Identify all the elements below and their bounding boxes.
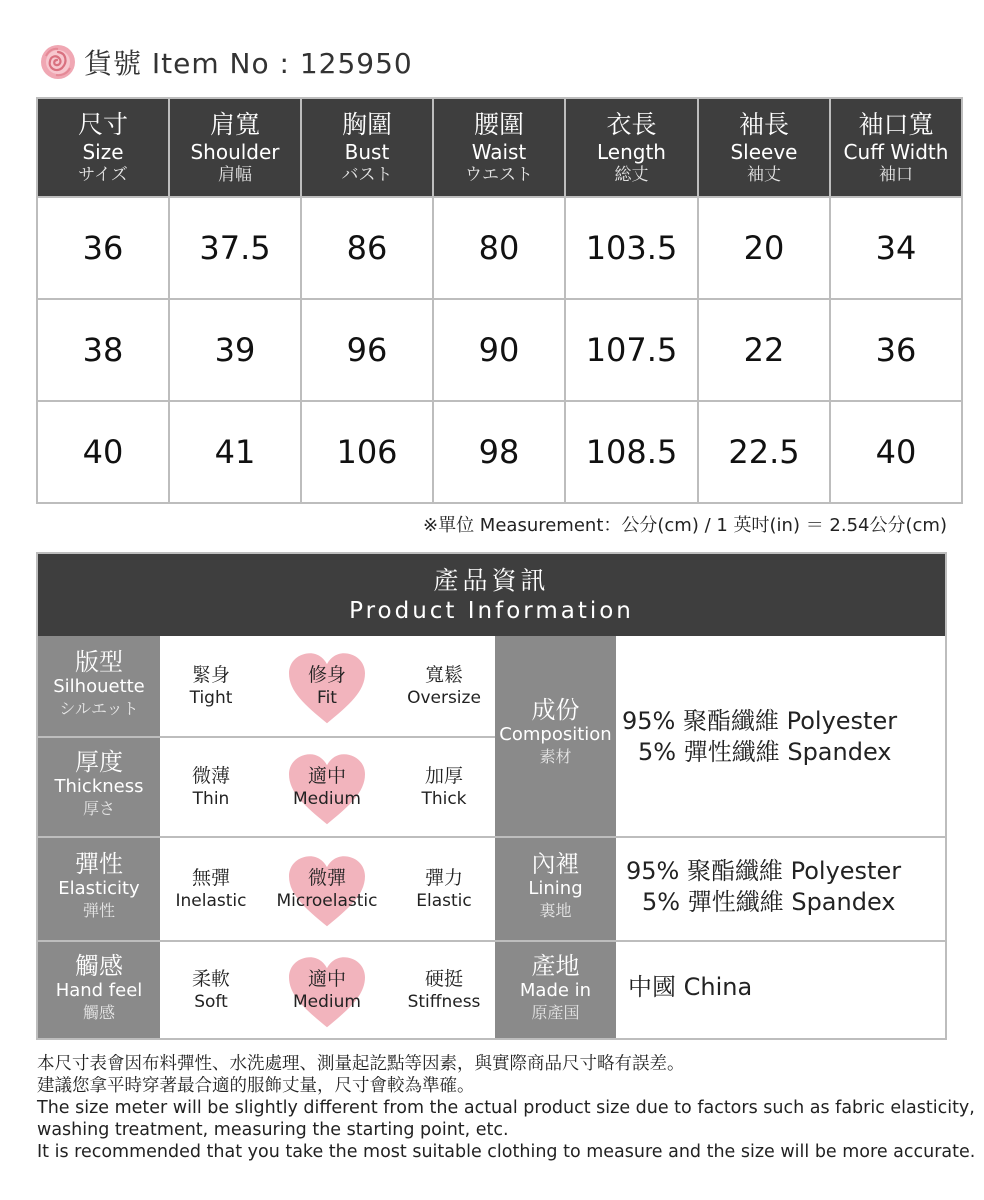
disclaimer-line: It is recommended that you take the most suitable clothing to measure and the size will be more accurate. <box>37 1142 976 1162</box>
disclaimer-line: washing treatment, measuring the starting point, etc. <box>37 1120 509 1140</box>
disclaimer-line: 建議您拿平時穿著最合適的服飾丈量，尺寸會較為準確。 <box>37 1076 475 1096</box>
product-info-panel <box>36 552 947 1040</box>
option-label-en: Inelastic <box>175 891 247 911</box>
attribute-scale-row <box>160 942 496 1038</box>
lining-label <box>495 838 616 942</box>
measurement-note: ※單位 Measurement：公分(cm) / 1 英吋(in) ＝ 2.54公分(cm) <box>423 515 947 536</box>
measurement-cell: 20 <box>698 197 830 299</box>
scale-option <box>160 738 262 836</box>
size-column-header-en: Bust <box>344 139 390 164</box>
table-row <box>37 197 962 299</box>
origin-label-zh: 產地 <box>531 952 580 980</box>
composition-label <box>495 636 616 838</box>
option-label-zh: 適中 <box>307 968 346 990</box>
option-label-zh: 適中 <box>307 765 346 787</box>
size-column-header-en: Sleeve <box>730 139 798 164</box>
size-cell: 40 <box>37 401 169 503</box>
option-label-zh: 微彈 <box>307 867 346 889</box>
option-label-zh: 硬挺 <box>424 968 463 990</box>
option-label-en: Soft <box>194 992 228 1012</box>
measurement-cell: 22 <box>698 299 830 401</box>
product-info-title-zh: 產品資訊 <box>433 566 550 595</box>
selected-option <box>262 738 392 836</box>
origin-value <box>616 942 945 1038</box>
table-row <box>37 401 962 503</box>
measurement-cell: 103.5 <box>565 197 698 299</box>
table-row <box>37 299 962 401</box>
measurement-cell: 108.5 <box>565 401 698 503</box>
measurement-cell: 41 <box>169 401 301 503</box>
attribute-scale-row <box>160 636 496 738</box>
attribute-label-ja: 厚さ <box>82 799 115 818</box>
attribute-scale-row <box>160 738 496 838</box>
size-column-header-zh: 衣長 <box>606 109 657 139</box>
attribute-label-ja: シルエット <box>59 699 139 718</box>
origin-label-en: Made in <box>519 980 592 1001</box>
option-label-en: Microelastic <box>276 891 378 911</box>
option-label-zh: 彈力 <box>424 867 463 889</box>
size-column-header-en: Shoulder <box>190 139 280 164</box>
size-table <box>36 97 963 504</box>
size-column-header <box>37 98 169 197</box>
attribute-label <box>38 838 160 942</box>
attribute-label-en: Thickness <box>54 776 144 797</box>
option-label-zh: 微薄 <box>191 765 230 787</box>
size-column-header-zh: 尺寸 <box>77 109 128 139</box>
lining-label-ja: 裏地 <box>539 901 572 920</box>
composition-label-en: Composition <box>499 724 612 745</box>
scale-option <box>392 738 496 836</box>
size-column-header-ja: バスト <box>341 164 393 185</box>
attribute-label-en: Silhouette <box>53 676 145 697</box>
option-label-en: Medium <box>293 789 361 809</box>
size-column-header-zh: 腰圍 <box>473 109 524 139</box>
measurement-cell: 96 <box>301 299 433 401</box>
lining-line: 5% 彈性纖維 Spandex <box>642 888 896 916</box>
origin-label <box>495 942 616 1038</box>
size-column-header <box>830 98 962 197</box>
size-column-header-ja: ウエスト <box>465 164 533 185</box>
measurement-cell: 39 <box>169 299 301 401</box>
size-column-header-ja: サイズ <box>78 164 128 185</box>
option-label-en: Elastic <box>416 891 472 911</box>
attribute-label-zh: 厚度 <box>75 748 123 776</box>
measurement-cell: 34 <box>830 197 962 299</box>
scale-option <box>392 636 496 736</box>
option-label-zh: 無彈 <box>191 867 230 889</box>
lining-line: 95% 聚酯纖維 Polyester <box>626 857 902 885</box>
scale-option <box>160 942 262 1038</box>
size-cell: 38 <box>37 299 169 401</box>
measurement-cell: 106 <box>301 401 433 503</box>
option-label-en: Tight <box>189 688 233 708</box>
attribute-label-ja: 弾性 <box>82 901 115 920</box>
size-column-header-en: Size <box>82 139 124 164</box>
size-column-header-en: Length <box>597 139 666 164</box>
composition-label-zh: 成份 <box>531 696 580 724</box>
disclaimer-line: 本尺寸表會因布料彈性、水洗處理、測量起訖點等因素，與實際商品尺寸略有誤差。 <box>37 1054 685 1074</box>
lining-label-zh: 內裡 <box>531 850 580 878</box>
option-label-zh: 寬鬆 <box>424 664 463 686</box>
measurement-cell: 22.5 <box>698 401 830 503</box>
option-label-zh: 加厚 <box>424 765 463 787</box>
measurement-cell: 107.5 <box>565 299 698 401</box>
option-label-zh: 柔軟 <box>191 968 230 990</box>
option-label-en: Stiffness <box>407 992 481 1012</box>
disclaimer <box>37 1053 976 1163</box>
scale-option <box>392 942 496 1038</box>
size-table-header-row <box>37 98 962 197</box>
origin-text: 中國 China <box>628 973 753 1001</box>
size-column-header-ja: 総丈 <box>614 164 649 185</box>
rose-icon <box>40 44 76 80</box>
composition-value <box>616 636 945 838</box>
product-info-title-en: Product Information <box>349 598 634 624</box>
origin-label-ja: 原產国 <box>531 1003 580 1022</box>
size-column-header-ja: 袖口 <box>879 164 913 185</box>
product-info-header <box>38 554 945 636</box>
option-label-zh: 修身 <box>307 664 346 686</box>
size-table-body <box>37 197 962 503</box>
size-column-header <box>169 98 301 197</box>
size-column-header <box>565 98 698 197</box>
size-column-header-zh: 肩寬 <box>209 109 260 139</box>
size-column-header-ja: 袖丈 <box>747 164 781 185</box>
attribute-label-zh: 彈性 <box>75 850 123 878</box>
item-header <box>40 42 413 82</box>
size-column-header-zh: 胸圍 <box>341 109 392 139</box>
item-number-title: 貨號 Item No : 125950 <box>84 47 413 80</box>
attribute-label-zh: 觸感 <box>75 952 123 980</box>
attribute-label-ja: 觸感 <box>82 1003 115 1022</box>
disclaimer-line: The size meter will be slightly different from the actual product size due to factors such as fabric elasticity, <box>37 1098 975 1118</box>
composition-line: 5% 彈性纖維 Spandex <box>638 738 892 766</box>
size-column-header-en: Cuff Width <box>843 139 949 164</box>
size-column-header-zh: 袖口寬 <box>858 109 934 139</box>
selected-option <box>262 636 392 736</box>
attribute-label <box>38 942 160 1038</box>
attribute-label <box>38 636 160 738</box>
option-label-en: Thick <box>421 789 467 809</box>
size-column-header <box>301 98 433 197</box>
option-label-en: Oversize <box>407 688 481 708</box>
composition-line: 95% 聚酯纖維 Polyester <box>622 707 898 735</box>
option-label-en: Thin <box>192 789 230 809</box>
size-column-header-zh: 袖長 <box>738 109 789 139</box>
measurement-cell: 80 <box>433 197 565 299</box>
measurement-cell: 37.5 <box>169 197 301 299</box>
selected-option <box>262 838 392 940</box>
size-column-header <box>698 98 830 197</box>
selected-option <box>262 942 392 1038</box>
option-label-en: Fit <box>317 688 337 708</box>
composition-label-ja: 素材 <box>539 747 572 766</box>
size-cell: 36 <box>37 197 169 299</box>
attribute-label-en: Hand feel <box>55 980 143 1001</box>
scale-option <box>160 636 262 736</box>
measurement-cell: 40 <box>830 401 962 503</box>
attribute-label-zh: 版型 <box>75 648 123 676</box>
measurement-cell: 98 <box>433 401 565 503</box>
scale-option <box>160 838 262 940</box>
size-column-header <box>433 98 565 197</box>
scale-option <box>392 838 496 940</box>
lining-label-en: Lining <box>528 878 583 899</box>
size-column-header-en: Waist <box>471 139 527 164</box>
measurement-cell: 86 <box>301 197 433 299</box>
lining-value <box>616 838 945 942</box>
measurement-cell: 90 <box>433 299 565 401</box>
option-label-zh: 緊身 <box>191 664 230 686</box>
attribute-scale-row <box>160 838 496 942</box>
attribute-label-en: Elasticity <box>58 878 140 899</box>
option-label-en: Medium <box>293 992 361 1012</box>
attribute-label <box>38 738 160 838</box>
measurement-cell: 36 <box>830 299 962 401</box>
size-column-header-ja: 肩幅 <box>218 164 252 185</box>
